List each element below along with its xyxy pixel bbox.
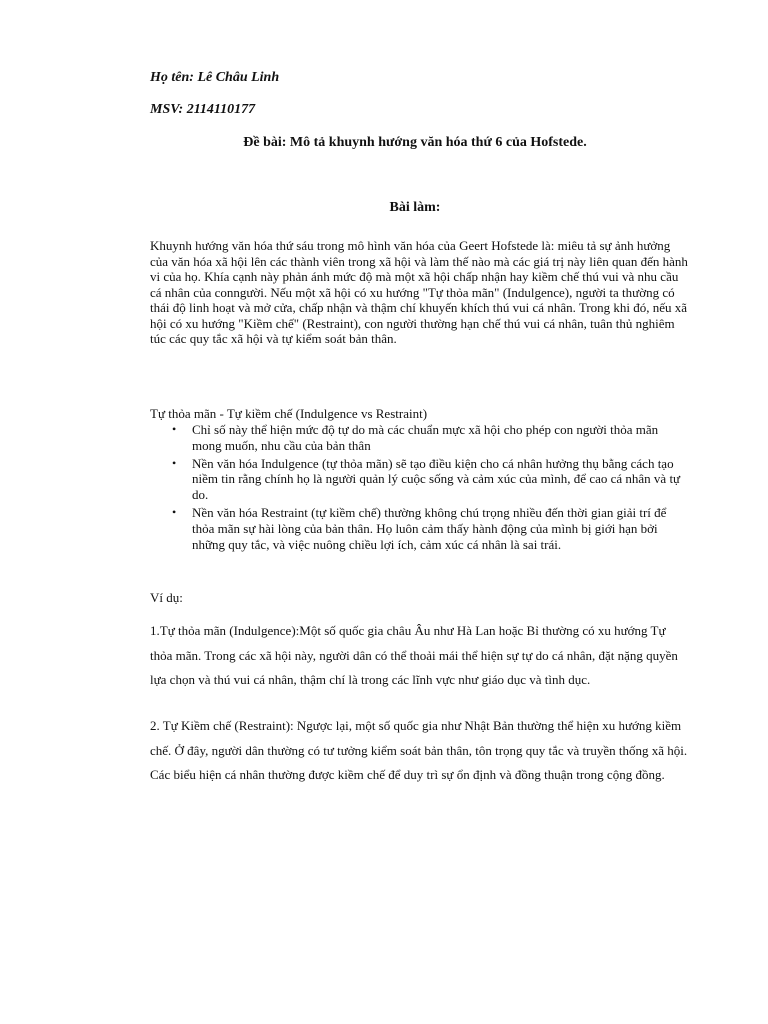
bullet-text: Nền văn hóa Restraint (tự kiềm chế) thường không chú trọng nhiều đến thời gian giải trí để thỏa mãn sự hài lòng của bản thân. Họ luôn cảm thấy hành động của mình bị giới hạn bởi những quy tắc, và việc nuông chiều lợi ích, cảm xúc cá nhân là sai trái. (192, 504, 667, 552)
list-item (150, 456, 690, 503)
examples-label: Ví dụ: (150, 590, 183, 605)
student-id: MSV: 2114110177 (150, 102, 256, 117)
example-paragraph-restraint: 2. Tự Kiềm chế (Restraint): Ngược lại, một số quốc gia như Nhật Bản thường thể hiện xu hướng kiềm chế. Ở đây, người dân thường có tư tưởng kiểm soát bản thân, tôn trọng quy tắc và truyền thống xã hội. Các biểu hiện cá nhân thường được kiềm chế để duy trì sự ổn định và đồng thuận trong cộng đồng. (150, 718, 688, 782)
bullet-icon: • (172, 455, 177, 470)
bullet-text: Nền văn hóa Indulgence (tự thỏa mãn) sẽ tạo điều kiện cho cá nhân hưởng thụ bằng cách tạo niềm tin rằng chính họ là người quản lý cuộc sống và cảm xúc của mình, để cao cá nhân và tự do. (192, 455, 681, 503)
bullet-icon: • (172, 504, 177, 519)
bullet-text: Chỉ số này thể hiện mức độ tự do mà các chuẩn mực xã hội cho phép con người thỏa mãn mong muốn, nhu cầu của bản thân (192, 422, 659, 453)
assignment-topic: Đề bài: Mô tả khuynh hướng văn hóa thứ 6 của Hofstede. (243, 135, 587, 150)
list-item (150, 422, 690, 454)
example-paragraph-indulgence: 1.Tự thỏa mãn (Indulgence):Một số quốc gia châu Âu như Hà Lan hoặc Bỉ thường có xu hướng Tự thỏa mãn. Trong các xã hội này, người dân có thể thoải mái thể hiện sự tự do cá nhân, đặt nặng quyền lựa chọn và thú vui cá nhân, thậm chí là trong các lĩnh vực như giáo dục và tình dục. (150, 623, 678, 687)
bullet-list (150, 422, 690, 554)
bullet-icon: • (172, 422, 177, 436)
student-name: Họ tên: Lê Châu Linh (150, 70, 280, 85)
section-heading: Tự thỏa mãn - Tự kiềm chế (Indulgence vs Restraint) (150, 406, 428, 421)
list-item (150, 505, 690, 552)
work-title: Bài làm: (389, 200, 441, 215)
intro-paragraph: Khuynh hướng văn hóa thứ sáu trong mô hình văn hóa của Geert Hofstede là: miêu tả sự ảnh hưởng của văn hóa xã hội lên các thành viên trong xã hội và làm thế nào mà các giá trị này liên quan đến hành vi của họ. Khía cạnh này phản ánh mức độ mà một xã hội chấp nhận hay kiềm chế thú vui và nhu cầu cá nhân của conngười. Nếu một xã hội có xu hướng "Tự thỏa mãn" (Indulgence), người ta thường có thái độ linh hoạt và mở cửa, chấp nhận và thậm chí khuyến khích thú vui cá nhân. Trong khi đó, nếu xã hội có xu hướng "Kiềm chế" (Restraint), con người thường hạn chế thú vui cá nhân, tuân thủ nghiêm túc các quy tắc xã hội và tự kiểm soát bản thân. (150, 238, 688, 346)
